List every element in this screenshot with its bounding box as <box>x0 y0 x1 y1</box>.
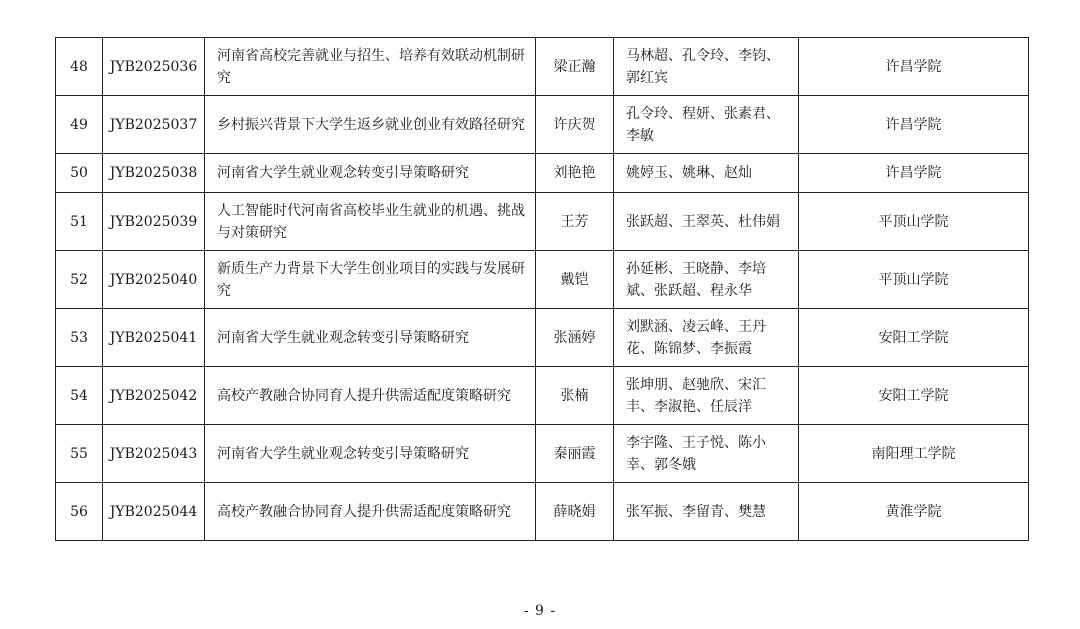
table-row <box>56 367 1029 425</box>
table-row <box>56 38 1029 96</box>
project-code: JYB2025038 <box>103 154 205 193</box>
project-code: JYB2025044 <box>103 483 205 541</box>
table-row <box>56 309 1029 367</box>
project-code: JYB2025037 <box>103 96 205 154</box>
row-number: 51 <box>56 193 103 251</box>
project-title: 河南省大学生就业观念转变引导策略研究 <box>205 309 536 367</box>
project-code: JYB2025041 <box>103 309 205 367</box>
project-members: 李宇隆、王子悦、陈小幸、郭冬娥 <box>614 425 799 483</box>
row-number: 54 <box>56 367 103 425</box>
row-number: 53 <box>56 309 103 367</box>
project-members: 张跃超、王翠英、杜伟娟 <box>614 193 799 251</box>
project-unit: 安阳工学院 <box>799 367 1029 425</box>
project-unit: 平顶山学院 <box>799 251 1029 309</box>
project-leader: 张涵婷 <box>536 309 614 367</box>
project-unit: 黄淮学院 <box>799 483 1029 541</box>
project-members: 孙延彬、王晓静、李培斌、张跃超、程永华 <box>614 251 799 309</box>
table-row <box>56 483 1029 541</box>
project-leader: 张楠 <box>536 367 614 425</box>
project-leader: 戴铠 <box>536 251 614 309</box>
project-title: 河南省高校完善就业与招生、培养有效联动机制研究 <box>205 38 536 96</box>
project-leader: 许庆贺 <box>536 96 614 154</box>
project-members: 张坤朋、赵驰欣、宋汇丰、李淑艳、任辰洋 <box>614 367 799 425</box>
row-number: 55 <box>56 425 103 483</box>
project-code: JYB2025040 <box>103 251 205 309</box>
project-title: 河南省大学生就业观念转变引导策略研究 <box>205 425 536 483</box>
table-row <box>56 193 1029 251</box>
table-row <box>56 154 1029 193</box>
row-number: 52 <box>56 251 103 309</box>
project-unit: 许昌学院 <box>799 154 1029 193</box>
project-leader: 薛晓娟 <box>536 483 614 541</box>
table-row <box>56 425 1029 483</box>
project-code: JYB2025042 <box>103 367 205 425</box>
project-members: 刘默涵、凌云峰、王丹花、陈锦梦、李振霞 <box>614 309 799 367</box>
project-unit: 平顶山学院 <box>799 193 1029 251</box>
project-unit: 南阳理工学院 <box>799 425 1029 483</box>
project-title: 新质生产力背景下大学生创业项目的实践与发展研究 <box>205 251 536 309</box>
project-leader: 梁正瀚 <box>536 38 614 96</box>
project-unit: 许昌学院 <box>799 38 1029 96</box>
project-title: 河南省大学生就业观念转变引导策略研究 <box>205 154 536 193</box>
project-code: JYB2025036 <box>103 38 205 96</box>
project-leader: 刘艳艳 <box>536 154 614 193</box>
project-members: 孔令玲、程妍、张素君、李敏 <box>614 96 799 154</box>
project-table-body <box>56 38 1029 541</box>
project-leader: 王芳 <box>536 193 614 251</box>
row-number: 50 <box>56 154 103 193</box>
project-members: 马林超、孔令玲、李钧、郭红宾 <box>614 38 799 96</box>
project-title: 高校产教融合协同育人提升供需适配度策略研究 <box>205 367 536 425</box>
table-row <box>56 251 1029 309</box>
row-number: 56 <box>56 483 103 541</box>
project-title: 乡村振兴背景下大学生返乡就业创业有效路径研究 <box>205 96 536 154</box>
project-title: 高校产教融合协同育人提升供需适配度策略研究 <box>205 483 536 541</box>
project-members: 张军振、李留青、樊慧 <box>614 483 799 541</box>
project-title: 人工智能时代河南省高校毕业生就业的机遇、挑战与对策研究 <box>205 193 536 251</box>
project-code: JYB2025043 <box>103 425 205 483</box>
project-unit: 许昌学院 <box>799 96 1029 154</box>
project-leader: 秦丽霞 <box>536 425 614 483</box>
row-number: 48 <box>56 38 103 96</box>
project-code: JYB2025039 <box>103 193 205 251</box>
table-row <box>56 96 1029 154</box>
page-number: - 9 - <box>523 603 557 619</box>
project-list-table <box>55 37 1029 541</box>
row-number: 49 <box>56 96 103 154</box>
project-unit: 安阳工学院 <box>799 309 1029 367</box>
project-members: 姚婷玉、姚琳、赵灿 <box>614 154 799 193</box>
